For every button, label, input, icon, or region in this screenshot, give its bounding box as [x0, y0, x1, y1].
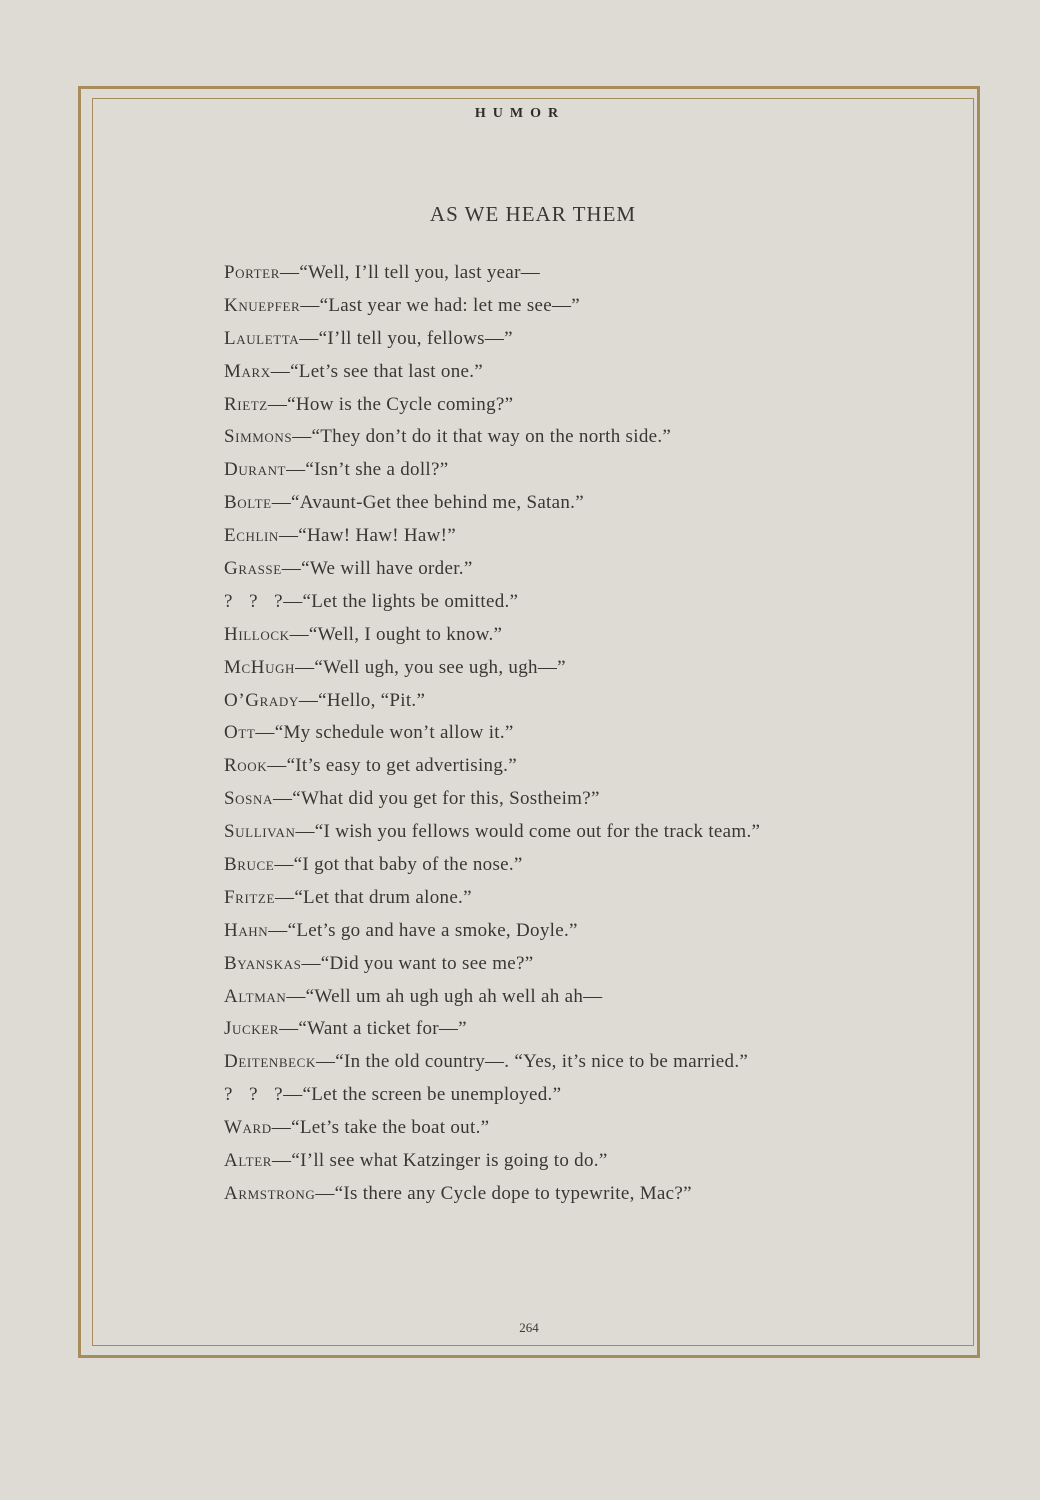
quote-speaker: ? ? ? [224, 590, 284, 612]
quote-text: “Haw! Haw! Haw!” [298, 525, 457, 547]
quote-speaker: Marx [224, 360, 271, 382]
quote-dash: — [295, 656, 315, 678]
quote-line [224, 257, 760, 290]
quote-dash: — [275, 886, 295, 908]
quote-speaker: Sosna [224, 788, 273, 810]
quote-speaker: Porter [224, 262, 280, 283]
running-head: HUMOR [474, 106, 566, 121]
quote-text: “I wish you fellows would come out for the track team.” [314, 821, 761, 843]
quote-text: “Want a ticket for—” [298, 1018, 467, 1040]
quote-line [224, 750, 760, 783]
quote-line [224, 421, 760, 454]
quote-speaker: O’Grady [224, 689, 299, 711]
quote-text: “Did you want to see me?” [320, 952, 534, 974]
quote-text: “They don’t do it that way on the north side.” [311, 426, 672, 448]
quote-speaker: Altman [224, 985, 287, 1007]
quote-text: “Last year we had: let me see—” [319, 294, 581, 316]
quote-line [224, 652, 760, 685]
quote-dash: — [270, 360, 291, 382]
quote-dash: — [283, 1084, 303, 1106]
quote-speaker: Lauletta [224, 327, 300, 349]
quote-line [224, 1079, 760, 1112]
quote-speaker: Knuepfer [224, 294, 301, 316]
quote-dash: — [272, 788, 293, 810]
quote-speaker: Sullivan [224, 821, 296, 843]
quote-text: “Well, I’ll tell you, last year— [299, 262, 541, 283]
quote-text: “Let the lights be omitted.” [302, 590, 519, 612]
quote-line [224, 520, 760, 553]
quote-line [224, 717, 760, 750]
quote-dash: — [292, 426, 312, 448]
quote-dash: — [286, 985, 306, 1007]
quote-text: “How is the Cycle coming?” [287, 393, 514, 415]
quote-line [224, 619, 760, 652]
quote-speaker: Jucker [224, 1018, 280, 1040]
quote-text: “In the old country—. “Yes, it’s nice to be married.” [335, 1051, 749, 1073]
quote-dash: — [278, 525, 299, 547]
quote-speaker: McHugh [224, 656, 296, 678]
quote-dash: — [283, 590, 303, 612]
page-number: 264 [519, 1320, 539, 1335]
quote-dash: — [255, 722, 275, 744]
quote-speaker: Fritze [224, 886, 275, 908]
quote-text: “Isn’t she a doll?” [305, 459, 449, 481]
quote-dash: — [289, 623, 309, 645]
quote-line [224, 356, 760, 389]
quote-line [224, 849, 760, 882]
quote-text: “Hello, “Pit.” [318, 689, 426, 711]
quote-line [224, 290, 760, 323]
quote-text: “Well um ah ugh ugh ah well ah ah— [305, 985, 603, 1007]
quote-dash: — [271, 1117, 292, 1139]
quote-line [224, 1112, 760, 1145]
quote-line [224, 1046, 760, 1079]
quote-line [224, 389, 760, 422]
quote-text: “Let the screen be unemployed.” [302, 1084, 562, 1106]
quote-speaker: Ott [224, 722, 256, 744]
quote-text: “Avaunt-Get thee behind me, Satan.” [291, 492, 584, 514]
quote-speaker: ? ? ? [224, 1084, 284, 1106]
page-title: AS WE HEAR THEM [429, 202, 637, 226]
quote-text: “Let that drum alone.” [294, 886, 472, 908]
quote-dash: — [295, 821, 315, 843]
quote-dash: — [286, 459, 306, 481]
quote-line [224, 1145, 760, 1178]
quote-line [224, 586, 760, 619]
quote-line [224, 1178, 760, 1211]
quote-speaker: Grasse [224, 558, 282, 580]
quote-dash: — [315, 1051, 336, 1073]
quote-speaker: Bruce [224, 854, 275, 876]
quote-speaker: Deitenbeck [224, 1051, 316, 1073]
quote-speaker: Byanskas [224, 952, 302, 974]
quote-text: “Well ugh, you see ugh, ugh—” [314, 656, 566, 678]
quote-text: “Let’s take the boat out.” [291, 1117, 490, 1139]
quote-line [224, 323, 760, 356]
quote-text: “Let’s go and have a smoke, Doyle.” [287, 919, 578, 941]
quote-dash: — [281, 558, 302, 580]
quote-line [224, 948, 760, 981]
quote-speaker: Rietz [224, 393, 268, 415]
quote-text: “Let’s see that last one.” [290, 360, 484, 382]
quote-line [224, 882, 760, 915]
quote-dash: — [274, 854, 294, 876]
quote-dash: — [267, 755, 287, 777]
quote-speaker: Durant [224, 459, 287, 481]
quote-speaker: Echlin [224, 525, 279, 547]
quote-speaker: Rook [224, 755, 268, 777]
quote-line [224, 915, 760, 948]
quote-speaker: Hillock [224, 623, 290, 645]
quote-line [224, 816, 760, 849]
quote-dash: — [300, 294, 320, 316]
quote-line [224, 685, 760, 718]
quote-dash: — [299, 327, 319, 349]
quote-line [224, 553, 760, 586]
quote-dash: — [271, 492, 292, 514]
quote-dash: — [268, 919, 288, 941]
quote-speaker: Hahn [224, 919, 269, 941]
quote-text: “Is there any Cycle dope to typewrite, Mac?” [334, 1182, 692, 1204]
quote-speaker: Bolte [224, 492, 272, 514]
quote-speaker: Alter [224, 1150, 273, 1172]
quote-dash: — [280, 262, 300, 283]
quote-line [224, 981, 760, 1014]
quote-text: “I’ll tell you, fellows—” [318, 327, 513, 349]
quote-text: “My schedule won’t allow it.” [274, 722, 514, 744]
quote-speaker: Simmons [224, 426, 293, 448]
quote-text: “Well, I ought to know.” [308, 623, 503, 645]
quote-dash: — [298, 689, 319, 711]
quote-text: “We will have order.” [301, 558, 473, 580]
quotes-list [224, 257, 760, 1211]
quote-speaker: Ward [224, 1117, 272, 1139]
quote-line [224, 783, 760, 816]
quote-text: “What did you get for this, Sostheim?” [292, 788, 600, 810]
quote-line [224, 454, 760, 487]
quote-line [224, 1013, 760, 1046]
quote-dash: — [315, 1182, 335, 1204]
quote-dash: — [267, 393, 288, 415]
quote-dash: — [272, 1150, 292, 1172]
quote-line [224, 487, 760, 520]
quote-dash: — [301, 952, 321, 974]
quote-text: “I’ll see what Katzinger is going to do.” [291, 1150, 608, 1172]
quote-dash: — [279, 1018, 299, 1040]
quote-text: “I got that baby of the nose.” [293, 854, 523, 876]
quote-text: “It’s easy to get advertising.” [286, 755, 517, 777]
quote-speaker: Armstrong [224, 1182, 316, 1204]
